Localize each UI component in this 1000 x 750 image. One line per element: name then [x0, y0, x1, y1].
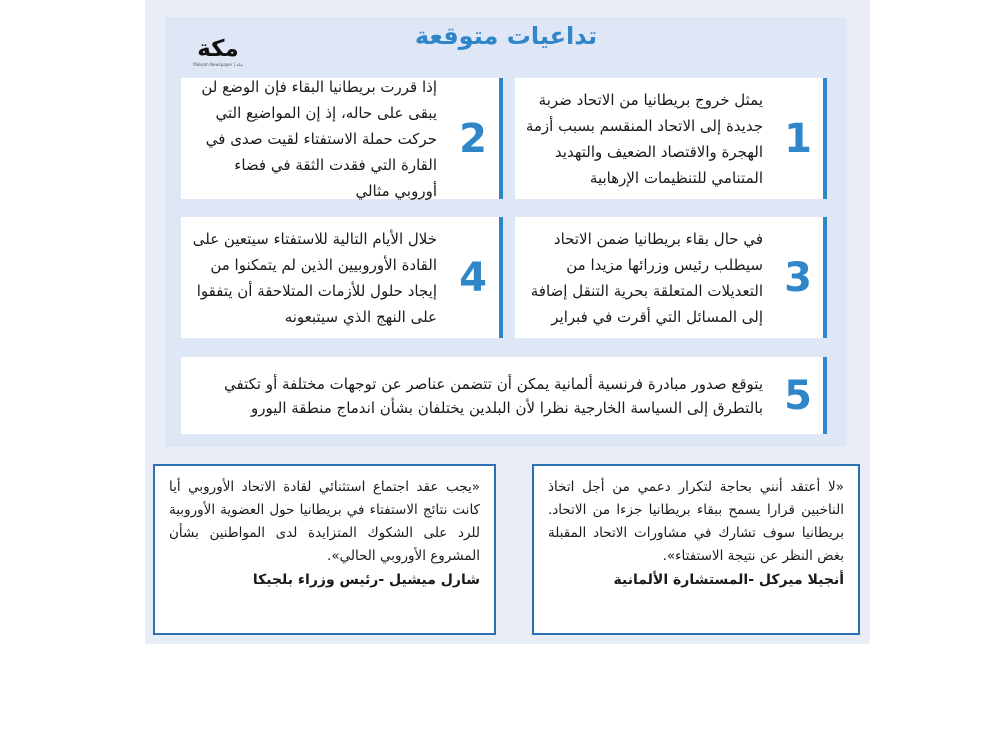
card-text: خلال الأيام التالية للاستفتاء سيتعين على القادة الأوروبيين الذين لم يتمكنوا من إيجاد حلول للأزمات المتلاحقة أن يتفقوا على النهج الذي سيتبعونه: [192, 229, 437, 326]
card-number: 3: [784, 254, 812, 301]
card-text: يتوقع صدور مبادرة فرنسية ألمانية يمكن أن تتضمن عناصر عن توجهات مختلفة أو تكتفي بالتطرق إلى السياسة الخارجية نظرا لأن البلدين يختلفان بشأن اندماج منطقة اليورو: [224, 374, 763, 417]
quote-author: أنجيلا ميركل -المستشارة الألمانية: [613, 572, 844, 588]
card-text: في حال بقاء بريطانيا ضمن الاتحاد سيطلب رئيس وزرائها مزيدا من التعديلات المتعلقة بحرية التنقل إضافة إلى المسائل التي أقرت في فبراير: [530, 229, 763, 326]
quote-text: «يجب عقد اجتماع استثنائي لقادة الاتحاد الأوروبي أيا كانت نتائج الاستفتاء في بريطانيا حول العضوية الأوروبية للرد على الشكوك المتزايدة لدى المواطنين بشأن المشروع الأوروبي الحالي».: [169, 479, 480, 564]
makkah-logo: [185, 36, 251, 72]
card-number: 4: [459, 254, 487, 301]
card-number: 5: [784, 372, 812, 419]
card-text: إذا قررت بريطانيا البقاء فإن الوضع لن يبقى على حاله، إذ إن المواضيع التي حركت حملة الاستفتاء لقيت صدى في القارة التي فقدت الثقة في فضاء أوروبي مثالي: [201, 77, 437, 200]
card-number: 1: [784, 115, 812, 162]
logo-text: مكة: [197, 36, 239, 62]
logo-subtitle: Makkah Newspaper | مكة: [193, 62, 243, 67]
card-text: يمثل خروج بريطانيا من الاتحاد ضربة جديدة إلى الاتحاد المنقسم بسبب أزمة الهجرة والاقتصاد الضعيف والتهديد المتنامي للتنظيمات الإرهابية: [525, 90, 763, 187]
quote-michel: [153, 464, 496, 635]
infographic-title: تداعيات متوقعة: [414, 22, 598, 50]
quote-author: شارل ميشيل -رئيس وزراء بلجيكا: [252, 572, 480, 588]
quote-merkel: [532, 464, 860, 635]
card-number: 2: [459, 115, 487, 162]
expectation-card-2: [181, 78, 503, 199]
expectation-card-5: [181, 357, 827, 434]
quote-text: «لا أعتقد أنني بحاجة لتكرار دعمي من أجل اتخاذ الناخبين قرارا يسمح ببقاء بريطانيا جزءا من الاتحاد. بريطانيا سوف تشارك في مشاورات الاتحاد المقبلة بغض النظر عن نتيجة الاستفتاء».: [548, 479, 844, 564]
expectation-card-3: [515, 217, 827, 338]
expectation-card-1: [515, 78, 827, 199]
expectation-card-4: [181, 217, 503, 338]
